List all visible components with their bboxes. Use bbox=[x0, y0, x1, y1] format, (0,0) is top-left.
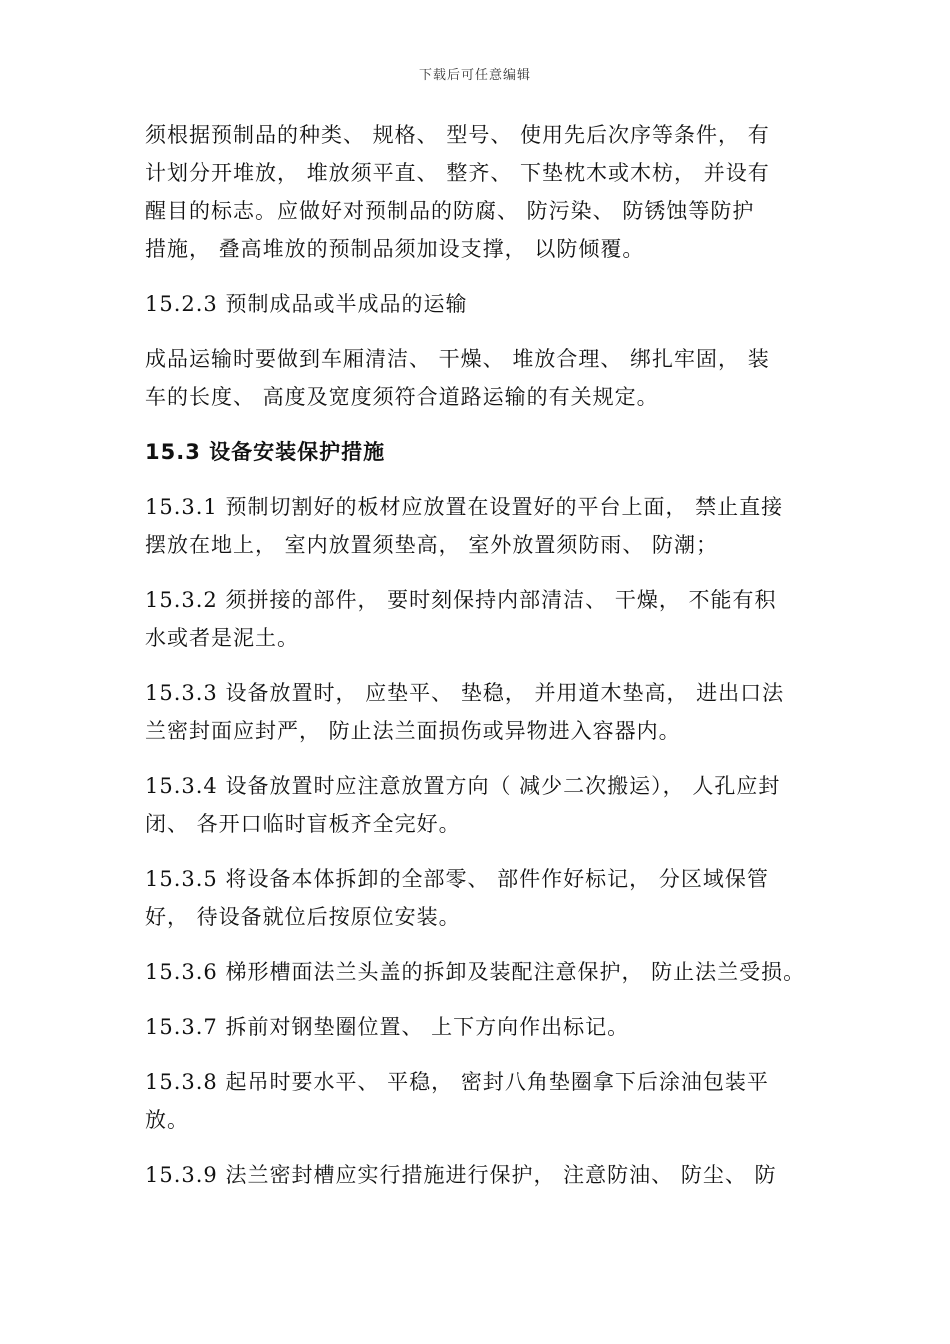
paragraph-line: 15.3.4 设备放置时应注意放置方向（ 减少二次搬运）， 人孔应封 bbox=[145, 774, 781, 798]
page-header-note: 下载后可任意编辑 bbox=[418, 68, 531, 83]
paragraph-line: 好， 待设备就位后按原位安装。 bbox=[145, 905, 461, 929]
paragraph-line: 15.3.9 法兰密封槽应实行措施进行保护， 注意防油、 防尘、 防 bbox=[145, 1163, 777, 1187]
paragraph bbox=[145, 674, 825, 750]
paragraph-line: 兰密封面应封严， 防止法兰面损伤或异物进入容器内。 bbox=[145, 719, 681, 743]
paragraph bbox=[145, 1063, 825, 1139]
document-body bbox=[145, 116, 825, 1211]
paragraph-line: 计划分开堆放， 堆放须平直、 整齐、 下垫枕木或木枋， 并设有 bbox=[145, 161, 770, 185]
paragraph bbox=[145, 1156, 825, 1194]
section-heading: 15.3 设备安装保护措施 bbox=[145, 440, 386, 464]
paragraph bbox=[145, 285, 825, 323]
paragraph-line: 15.3.2 须拼接的部件， 要时刻保持内部清洁、 干燥， 不能有积 bbox=[145, 588, 777, 612]
paragraph-line: 车的长度、 高度及宽度须符合道路运输的有关规定。 bbox=[145, 385, 659, 409]
paragraph-line: 15.3.7 拆前对钢垫圈位置、 上下方向作出标记。 bbox=[145, 1015, 630, 1039]
paragraph-line: 成品运输时要做到车厢清洁、 干燥、 堆放合理、 绑扎牢固， 装 bbox=[145, 347, 770, 371]
paragraph bbox=[145, 767, 825, 843]
paragraph bbox=[145, 488, 825, 564]
paragraph bbox=[145, 116, 825, 268]
paragraph-line: 闭、 各开口临时盲板齐全完好。 bbox=[145, 812, 461, 836]
paragraph bbox=[145, 953, 825, 991]
paragraph bbox=[145, 340, 825, 416]
paragraph-line: 放。 bbox=[145, 1108, 189, 1132]
paragraph-line: 15.3.3 设备放置时， 应垫平、 垫稳， 并用道木垫高， 进出口法 bbox=[145, 681, 785, 705]
paragraph-line: 15.2.3 预制成品或半成品的运输 bbox=[145, 292, 468, 316]
paragraph-line: 醒目的标志。应做好对预制品的防腐、 防污染、 防锈蚀等防护 bbox=[145, 199, 755, 223]
paragraph-line: 水或者是泥土。 bbox=[145, 626, 299, 650]
paragraph-line: 15.3.8 起吊时要水平、 平稳， 密封八角垫圈拿下后涂油包装平 bbox=[145, 1070, 769, 1094]
paragraph-line: 摆放在地上， 室内放置须垫高， 室外放置须防雨、 防潮； bbox=[145, 533, 719, 557]
paragraph-line: 须根据预制品的种类、 规格、 型号、 使用先后次序等条件， 有 bbox=[145, 123, 770, 147]
paragraph-line: 措施， 叠高堆放的预制品须加设支撑， 以防倾覆。 bbox=[145, 237, 645, 261]
paragraph bbox=[145, 860, 825, 936]
paragraph-line: 15.3.6 梯形槽面法兰头盖的拆卸及装配注意保护， 防止法兰受损。 bbox=[145, 960, 806, 984]
paragraph-line: 15.3.5 将设备本体拆卸的全部零、 部件作好标记， 分区域保管 bbox=[145, 867, 769, 891]
paragraph bbox=[145, 581, 825, 657]
paragraph bbox=[145, 1008, 825, 1046]
paragraph-line: 15.3.1 预制切割好的板材应放置在设置好的平台上面， 禁止直接 bbox=[145, 495, 784, 519]
